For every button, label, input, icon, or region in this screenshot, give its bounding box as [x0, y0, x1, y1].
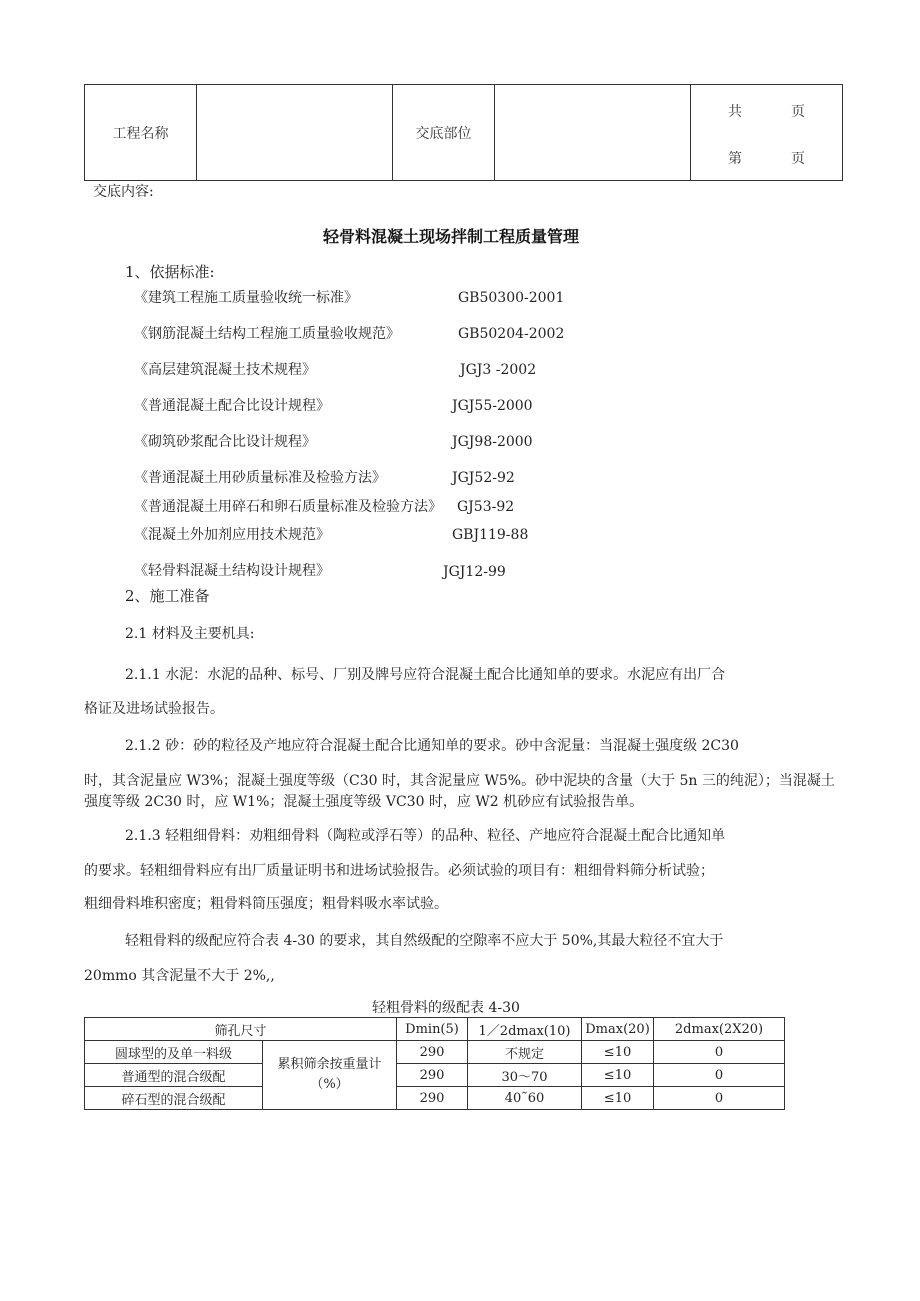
paragraph-line: 轻粗骨料的级配应符合表 4-30 的要求，其自然级配的空隙率不应大于 50%,其最大粒径不宜大于	[125, 933, 724, 949]
project-name-label: 工程名称	[85, 85, 197, 181]
standard-code: JGJ3 -2002	[460, 362, 537, 378]
value-cell: 40˜60	[468, 1087, 582, 1110]
header-cell: 1／2dmax(10)	[468, 1018, 582, 1041]
content-label: 交底内容:	[93, 184, 154, 200]
paragraph-line: 2.1.1 水泥：水泥的品种、标号、厂别及牌号应符合混凝土配合比通知单的要求。水泥应有出厂合	[125, 667, 726, 683]
header-table	[84, 84, 843, 181]
standard-name: 《建筑工程施工质量验收统一标准》	[134, 290, 358, 306]
section21-heading: 2.1 材料及主要机具:	[125, 626, 255, 642]
paragraph-line: 强度等级 2C30 时，应 W1%；混凝土强度等级 VC30 时，应 W2 机砂应有试验报告单。	[84, 794, 644, 810]
location-label: 交底部位	[393, 85, 495, 181]
value-cell: 0	[654, 1041, 785, 1064]
page-unit: 页	[791, 151, 805, 167]
standard-name: 《普通混凝土用碎石和卵石质量标准及检验方法》	[134, 499, 442, 515]
value-cell: 290	[397, 1064, 468, 1087]
standard-code: GBJ119-88	[452, 527, 529, 543]
paragraph-line: 20mmo 其含泥量不大于 2%,,	[84, 968, 275, 984]
table-caption: 轻粗骨料的级配表 4-30	[372, 1000, 520, 1016]
standard-code: GJ53-92	[457, 499, 515, 515]
standard-code: JGJ98-2000	[452, 434, 533, 450]
standard-code: GB50204-2002	[458, 326, 565, 342]
row-type-cell: 普通型的混合级配	[85, 1064, 263, 1087]
header-cell: 筛孔尺寸	[85, 1018, 397, 1041]
merged-label-cell: 累积筛余按重量计（%）	[263, 1041, 397, 1110]
value-cell: 0	[654, 1064, 785, 1087]
standard-code: JGJ12-99	[443, 564, 506, 580]
standard-name: 《轻骨料混凝土结构设计规程》	[134, 563, 330, 579]
table-row	[85, 1087, 785, 1110]
project-name-value	[197, 85, 393, 181]
standard-name: 《普通混凝土用砂质量标准及检验方法》	[134, 470, 386, 486]
standard-name: 《混凝土外加剂应用技术规范》	[134, 527, 330, 543]
standard-code: GB50300-2001	[458, 290, 565, 306]
total-label: 共	[728, 104, 742, 120]
paragraph-line: 2.1.3 轻粗细骨料：劝粗细骨料（陶粒或浮石等）的品种、粒径、产地应符合混凝土配合比通知单	[125, 828, 726, 844]
grading-table	[84, 1017, 785, 1110]
section2-heading: 2、施工准备	[125, 587, 210, 605]
location-value	[495, 85, 691, 181]
paragraph-line: 2.1.2 砂：砂的粒径及产地应符合混凝土配合比通知单的要求。砂中含泥量：当混凝土强度级 2C30	[125, 738, 739, 754]
header-cell: Dmin(5)	[397, 1018, 468, 1041]
standard-code: JGJ55-2000	[452, 398, 533, 414]
standard-name: 《钢筋混凝土结构工程施工质量验收规范》	[134, 326, 400, 342]
paragraph-line: 的要求。轻粗细骨料应有出厂质量证明书和进场试验报告。必须试验的项目有：粗细骨料筛分析试验；	[84, 863, 714, 879]
page-label: 第	[728, 151, 742, 167]
page-count-cell	[691, 85, 843, 181]
standard-code: JGJ52-92	[452, 470, 515, 486]
standard-name: 《高层建筑混凝土技术规程》	[134, 362, 316, 378]
paragraph-line: 时，其含泥量应 W3%；混凝土强度等级（C30 时，其含泥量应 W5%。砂中泥块的含量（大于 5n 三的纯泥）；当混凝土	[84, 773, 835, 789]
header-cell: 2dmax(2X20)	[654, 1018, 785, 1041]
row-type-cell: 圆球型的及单一料级	[85, 1041, 263, 1064]
table-row	[85, 1064, 785, 1087]
value-cell: 290	[397, 1087, 468, 1110]
paragraph-line: 格证及进场试验报告。	[84, 701, 224, 717]
document-title: 轻骨料混凝土现场拌制工程质量管理	[323, 227, 580, 246]
paragraph-line: 粗细骨料堆积密度；粗骨料筒压强度；粗骨料吸水率试验。	[84, 896, 448, 912]
value-cell: ≤10	[582, 1087, 654, 1110]
value-cell: 290	[397, 1041, 468, 1064]
value-cell: ≤10	[582, 1041, 654, 1064]
value-cell: ≤10	[582, 1064, 654, 1087]
header-cell: Dmax(20)	[582, 1018, 654, 1041]
section1-heading: 1、依据标准:	[125, 263, 215, 281]
table-header-row	[85, 1018, 785, 1041]
standard-name: 《砌筑砂浆配合比设计规程》	[134, 434, 316, 450]
table-row	[85, 1041, 785, 1064]
total-unit: 页	[791, 104, 805, 120]
value-cell: 0	[654, 1087, 785, 1110]
standard-name: 《普通混凝土配合比设计规程》	[134, 398, 330, 414]
row-type-cell: 碎石型的混合级配	[85, 1087, 263, 1110]
value-cell: 不规定	[468, 1041, 582, 1064]
value-cell: 30～70	[468, 1064, 582, 1087]
